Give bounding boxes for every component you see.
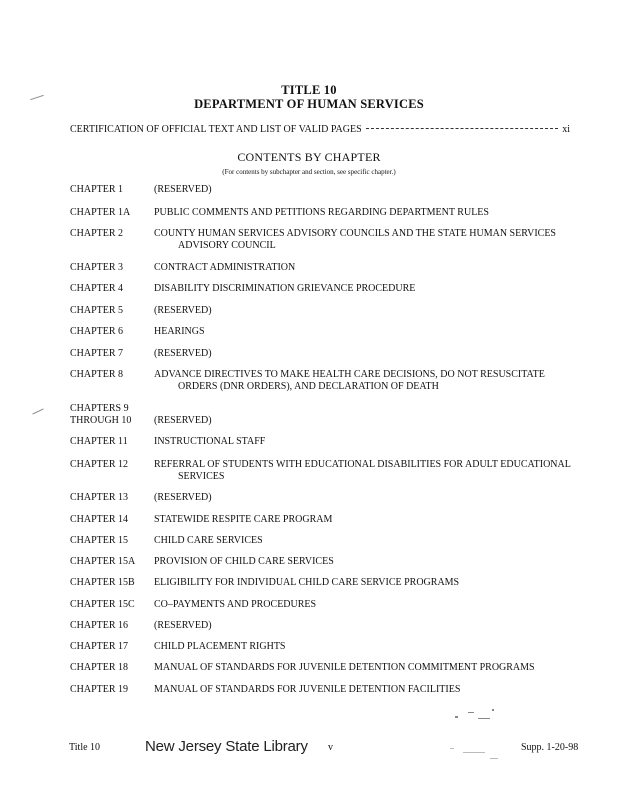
- chapter-number: CHAPTER 14: [70, 514, 129, 525]
- scan-mark: [32, 409, 43, 415]
- chapter-title: CHILD CARE SERVICES: [154, 535, 263, 546]
- chapter-number: CHAPTER 15B: [70, 577, 135, 588]
- chapter-title: MANUAL OF STANDARDS FOR JUVENILE DETENTION FACILITIES: [154, 684, 461, 695]
- chapter-title: MANUAL OF STANDARDS FOR JUVENILE DETENTION COMMITMENT PROGRAMS: [154, 662, 535, 673]
- chapter-number: CHAPTERS 9 THROUGH 10: [70, 403, 132, 426]
- chapter-title: (RESERVED): [154, 492, 212, 503]
- chapter-title: PUBLIC COMMENTS AND PETITIONS REGARDING DEPARTMENT RULES: [154, 207, 489, 218]
- contents-heading: CONTENTS BY CHAPTER: [237, 150, 381, 164]
- page-title: TITLE 10: [281, 83, 337, 97]
- chapter-title: CO–PAYMENTS AND PROCEDURES: [154, 599, 317, 610]
- supplement-date: Supp. 1-20-98: [521, 742, 579, 753]
- chapter-row: [70, 436, 590, 448]
- chapter-title: STATEWIDE RESPITE CARE PROGRAM: [154, 514, 333, 525]
- chapter-row: [70, 369, 590, 393]
- chapter-title: (RESERVED): [154, 305, 212, 316]
- chapter-row: [70, 305, 590, 317]
- chapter-title: (RESERVED): [154, 348, 212, 359]
- chapter-number: CHAPTER 1: [70, 184, 124, 195]
- chapter-number: CHAPTER 13: [70, 492, 129, 503]
- chapter-number: CHAPTER 19: [70, 684, 129, 695]
- chapter-row: [70, 599, 590, 611]
- chapter-number: CHAPTER 12: [70, 459, 129, 470]
- chapter-title: (RESERVED): [154, 184, 212, 195]
- chapter-number: CHAPTER 4: [70, 283, 124, 294]
- chapter-number: CHAPTER 16: [70, 620, 129, 631]
- chapter-row: [70, 577, 590, 589]
- chapter-title: (RESERVED): [154, 415, 212, 426]
- chapter-row: [70, 662, 590, 674]
- chapter-title: INSTRUCTIONAL STAFF: [154, 436, 266, 447]
- chapter-number: CHAPTER 15: [70, 535, 129, 546]
- chapter-row: [70, 459, 590, 483]
- library-stamp: New Jersey State Library: [145, 738, 308, 755]
- certification-label: CERTIFICATION OF OFFICIAL TEXT AND LIST OF VALID PAGES: [70, 124, 362, 135]
- contents-note: (For contents by subchapter and section, see specific chapter.): [222, 168, 396, 176]
- chapter-title: CONTRACT ADMINISTRATION: [154, 262, 296, 273]
- chapter-number: CHAPTER 8: [70, 369, 124, 380]
- page-number: v: [328, 742, 333, 753]
- chapter-number: CHAPTER 6: [70, 326, 124, 337]
- footer-title: Title 10: [69, 742, 101, 753]
- chapter-row: [70, 207, 590, 219]
- chapter-row: [70, 348, 590, 360]
- chapter-title: PROVISION OF CHILD CARE SERVICES: [154, 556, 334, 567]
- chapter-number: CHAPTER 15A: [70, 556, 136, 567]
- scan-mark: [468, 712, 474, 713]
- chapter-number: CHAPTER 18: [70, 662, 129, 673]
- scan-mark: [492, 709, 494, 711]
- chapter-row: [70, 326, 590, 338]
- chapter-title: ADVANCE DIRECTIVES TO MAKE HEALTH CARE DECISIONS, DO NOT RESUSCITATE ORDERS (DNR ORDERS), AND DECLARATION OF DEATH: [154, 369, 545, 392]
- chapter-row: [70, 228, 590, 252]
- chapter-number: CHAPTER 17: [70, 641, 129, 652]
- chapter-title: ELIGIBILITY FOR INDIVIDUAL CHILD CARE SERVICE PROGRAMS: [154, 577, 460, 588]
- chapter-title: COUNTY HUMAN SERVICES ADVISORY COUNCILS AND THE STATE HUMAN SERVICES ADVISORY COUNCIL: [154, 228, 556, 251]
- chapter-title: HEARINGS: [154, 326, 205, 337]
- chapter-row: [70, 403, 590, 427]
- scan-mark: [478, 718, 490, 719]
- chapter-number: CHAPTER 7: [70, 348, 124, 359]
- dot-leader: [366, 128, 559, 129]
- certification-entry: [70, 124, 570, 135]
- chapter-row: [70, 556, 590, 568]
- page-footer: [0, 738, 618, 766]
- scan-mark: [455, 716, 458, 718]
- chapter-row: [70, 262, 590, 274]
- chapter-row: [70, 535, 590, 547]
- chapter-title: REFERRAL OF STUDENTS WITH EDUCATIONAL DISABILITIES FOR ADULT EDUCATIONAL SERVICES: [154, 459, 571, 482]
- chapter-number: CHAPTER 1A: [70, 207, 131, 218]
- chapter-row: [70, 620, 590, 632]
- chapter-title: (RESERVED): [154, 620, 212, 631]
- title-block: [0, 83, 618, 111]
- department-title: DEPARTMENT OF HUMAN SERVICES: [194, 97, 424, 111]
- chapter-row: [70, 514, 590, 526]
- chapter-title: DISABILITY DISCRIMINATION GRIEVANCE PROCEDURE: [154, 283, 416, 294]
- chapter-row: [70, 283, 590, 295]
- chapter-row: [70, 184, 590, 196]
- certification-page: xi: [562, 124, 570, 135]
- chapter-number: CHAPTER 11: [70, 436, 128, 447]
- chapter-row: [70, 641, 590, 653]
- chapter-number: CHAPTER 15C: [70, 599, 135, 610]
- chapter-number: CHAPTER 2: [70, 228, 124, 239]
- chapter-row: [70, 492, 590, 504]
- chapter-title: CHILD PLACEMENT RIGHTS: [154, 641, 286, 652]
- chapter-number: CHAPTER 5: [70, 305, 124, 316]
- chapter-number: CHAPTER 3: [70, 262, 124, 273]
- chapter-row: [70, 684, 590, 696]
